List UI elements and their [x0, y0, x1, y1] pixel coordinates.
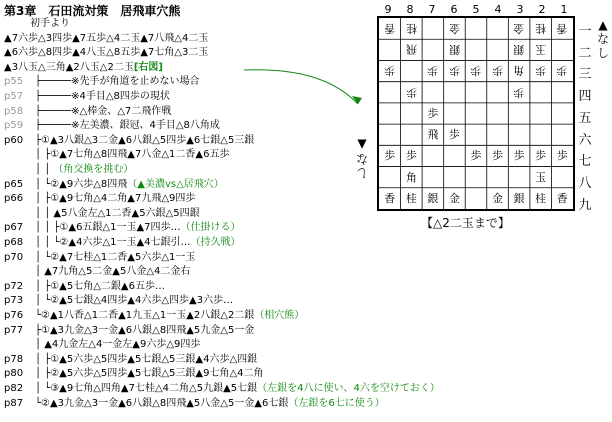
gote-piece: 角	[513, 64, 525, 78]
move-segment: │ └②▲7七桂△1二香▲5六歩△1一玉	[35, 251, 196, 263]
page-ref: p68	[4, 237, 24, 248]
page-title: 第3章 石田流対策 居飛車穴熊	[4, 4, 181, 18]
sente-piece: 桂	[535, 191, 547, 205]
gote-piece: 桂	[535, 22, 547, 36]
page-ref: p72	[4, 280, 24, 292]
page-ref: p76	[4, 310, 24, 321]
file-label: 6	[450, 3, 458, 16]
hand-char: し	[596, 46, 609, 60]
move-segment: △5九銀▲5七銀	[189, 383, 258, 394]
move-segment: └②▲1八香△1二香▲1九玉△1一玉▲2八銀△2二銀	[35, 310, 255, 321]
sente-piece: 歩	[405, 149, 417, 163]
move-segment: │ ├①▲5七角△二銀▲6五歩…	[35, 280, 165, 292]
sente-piece: 金	[492, 191, 504, 205]
page-ref: p55	[4, 76, 24, 88]
hand-char: な	[356, 152, 369, 166]
move-segment: │ └③▲9七角△四角▲7七桂△4二角	[35, 383, 190, 394]
move-segment: │ ├①▲9七角△4二角▲7九飛△9四歩	[35, 193, 196, 205]
gote-piece: 玉	[535, 43, 547, 57]
sente-piece: 金	[448, 191, 460, 205]
rank-label: 六	[578, 132, 592, 148]
move-segment: │ │	[35, 164, 54, 175]
page-ref: p65	[4, 178, 24, 190]
file-label: 9	[384, 3, 392, 16]
rank-label: 五	[578, 110, 592, 126]
move-segment: ▲3八玉△三角▲2八玉△2二玉	[4, 61, 134, 73]
comment-text: ├─────※△棒金、△7二飛作戦	[35, 105, 172, 117]
comment-text: ├─────※左美濃、銀冠、4手目△8八角成	[35, 120, 220, 132]
move-segment: ▲7六歩△3四歩▲7五歩△4二玉▲7八飛△4二玉	[4, 32, 209, 44]
gote-piece: 銀	[448, 43, 460, 57]
page-ref: p87	[4, 397, 24, 409]
comment-text: ├─────※4手目△8四歩の現状	[35, 91, 170, 102]
rank-label: 八	[578, 175, 592, 191]
page-ref: p59	[4, 120, 24, 132]
gote-piece: 歩	[448, 64, 460, 78]
move-segment: └②▲3九金△3一金▲6八銀△8四飛	[35, 397, 187, 409]
comment-text: ├─────※先手が角道を止めない場合	[35, 76, 200, 88]
sente-piece: 銀	[513, 191, 525, 205]
page-ref: p67	[4, 222, 24, 234]
sente-piece: 香	[384, 191, 396, 205]
move-segment: ▲6六歩△8四歩▲4八玉△8五歩▲7七角△3二玉	[4, 47, 209, 59]
sente-piece: 桂	[405, 191, 417, 205]
comment-text: [右図]	[133, 61, 163, 73]
rank-label: 一	[578, 24, 592, 39]
gote-piece: 香	[556, 22, 568, 36]
file-label: 1	[560, 3, 568, 16]
move-segment: │ └②▲5七銀△4四歩▲4六歩△四歩▲3六歩…	[35, 295, 234, 307]
page-ref: p73	[4, 295, 24, 307]
hand-char: し	[356, 166, 369, 180]
gote-piece: 香	[384, 22, 396, 36]
file-label: 5	[472, 3, 480, 16]
comment-text: （左銀を6七に使う）	[288, 397, 385, 409]
sente-piece: 歩	[384, 149, 396, 163]
gote-piece: 飛	[405, 43, 417, 57]
page-ref: p58	[4, 105, 24, 117]
file-label: 4	[494, 3, 502, 16]
hand-char: ▲	[598, 18, 608, 32]
file-label: 7	[428, 3, 436, 16]
rank-label: 二	[578, 45, 592, 61]
comment-text: （▲美濃vs△居飛穴）	[127, 178, 224, 190]
move-segment: ├①▲3九金△3一金▲6八銀△8四飛▲5九金△5一金	[35, 324, 255, 336]
sente-piece: 銀	[427, 191, 439, 205]
page-ref: p80	[4, 368, 24, 380]
comment-text: （仕掛ける）	[180, 222, 241, 234]
hand-char: ▲	[357, 138, 367, 152]
page-ref: p60	[4, 134, 24, 146]
move-segment: 初手より	[30, 18, 70, 29]
page-ref: p66	[4, 193, 24, 205]
sente-piece: 角	[405, 170, 417, 184]
rank-label: 三	[578, 67, 592, 83]
sente-piece: 香	[556, 191, 568, 205]
move-segment: │ │ └②▲4六歩△1一玉▲4七銀引…	[35, 237, 191, 248]
gote-piece: 歩	[513, 85, 525, 99]
sente-piece: 歩	[470, 149, 482, 163]
gote-piece: 銀	[513, 43, 525, 57]
page-ref: p70	[4, 251, 24, 263]
sente-piece: 歩	[556, 149, 568, 163]
sente-piece: 歩	[448, 128, 460, 142]
comment-text: （持久戦）	[190, 237, 241, 248]
sente-piece: 歩	[513, 149, 525, 163]
sente-piece: 玉	[535, 170, 547, 184]
move-segment: │ ├①▲7七角△8四飛▲7八金△1二香▲6五歩	[35, 149, 230, 161]
move-segment: │ └②▲9六歩△8四飛	[35, 178, 128, 190]
file-label: 8	[406, 3, 414, 16]
file-label: 2	[538, 3, 546, 16]
sente-piece: 歩	[535, 149, 547, 163]
rank-label: 四	[578, 89, 592, 105]
page-ref: p82	[4, 383, 24, 394]
move-segment: │ │ ├①▲6五銀△1一玉▲7四歩…	[35, 222, 181, 234]
page-ref: p57	[4, 91, 24, 102]
move-segment: │ ├②▲5六歩△5四歩▲5七銀△5三銀▲9七角△4二角	[35, 368, 264, 380]
gote-piece: 桂	[405, 22, 417, 36]
file-label: 3	[516, 3, 524, 16]
move-segment: ├①▲3八銀△3二金▲6八銀△5四歩▲6七銀△5三銀	[35, 134, 255, 146]
move-segment: │ ▲4九金左△4一金左▲9六歩△9四歩	[35, 339, 201, 351]
gote-piece: 歩	[427, 64, 439, 78]
gote-piece: 歩	[492, 64, 504, 78]
board-caption: 【△2二玉まで】	[421, 216, 510, 230]
comment-text: （角交換を挑む）	[53, 164, 134, 175]
hand-char: な	[596, 32, 609, 46]
rank-label: 九	[578, 197, 592, 213]
gote-piece: 歩	[405, 85, 417, 99]
rank-label: 七	[578, 154, 592, 170]
gote-piece: 歩	[384, 64, 396, 78]
gote-piece: 歩	[470, 64, 482, 78]
gote-piece: 歩	[535, 64, 547, 78]
gote-piece: 金	[513, 22, 525, 36]
page-ref: p77	[4, 324, 24, 336]
comment-text: （左銀を4八に使い、4六を空けておく）	[257, 383, 440, 394]
comment-text: （相穴熊）	[254, 310, 305, 321]
gote-piece: 歩	[556, 64, 568, 78]
move-segment: │ ├①▲5六歩△5四歩▲5七銀△5三銀▲4六歩△四銀	[35, 353, 258, 365]
sente-piece: 歩	[427, 106, 439, 120]
move-segment: │ │ ▲5八金左△1二香▲5六銀△5四銀	[35, 207, 200, 219]
move-segment: │ ▲7九角△5二金▲5八金△4二金右	[35, 266, 191, 278]
move-segment: ▲5八金△5一金▲6七銀	[186, 397, 289, 409]
sente-piece: 歩	[492, 149, 504, 163]
page-ref: p78	[4, 353, 24, 365]
sente-piece: 飛	[427, 128, 439, 142]
gote-piece: 金	[448, 22, 460, 36]
